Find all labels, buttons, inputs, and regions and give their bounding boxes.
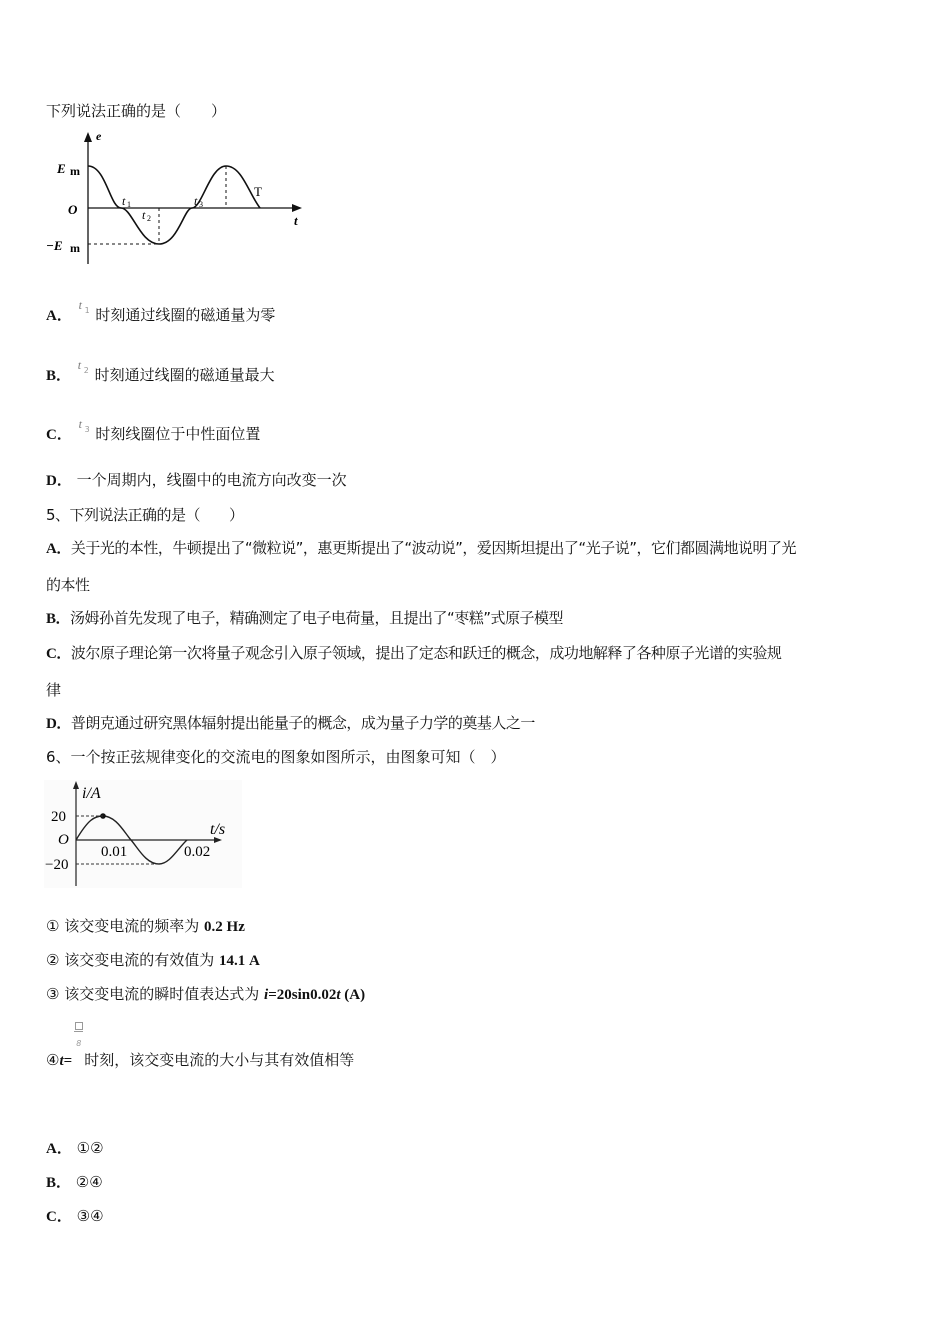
q6-option-c[interactable] [46,1206,104,1227]
fraction-formula: 8 [72,1050,84,1070]
x-tick-001: 0.01 [101,844,128,860]
q5-option-a[interactable] [46,538,796,559]
t3-sub: 3 [199,200,203,209]
q4-stem: 下列说法正确的是（ ） [46,102,227,120]
y-max-label: 20 [51,809,66,825]
origin-label: O [68,202,78,217]
option-letter: B． [46,368,72,384]
q6-option-a[interactable] [46,1138,104,1159]
x-tick-002: 0.02 [184,844,211,860]
option-letter: A． [46,308,72,324]
option-text: 波尔原子理论第一次将量子观念引入原子领域，提出了定态和跃迁的概念，成功地解释了各种原子光谱的实验规 [70,644,782,662]
q5-option-b[interactable] [46,608,563,629]
em-label: E [57,161,66,176]
q4-option-c[interactable] [46,417,261,445]
q6-stem: 6、一个按正弦规律变化的交流电的图象如图所示，由图象可知（ ） [46,748,506,766]
q4-option-a[interactable] [46,298,276,326]
t-axis-label: t/s [210,821,226,838]
q6-statement-1: ① 该交变电流的频率为 0.2 Hz [46,917,245,935]
option-text: 时刻通过线圈的磁通量为零 [95,306,276,324]
period-label: T [254,184,262,199]
t2-label: t [142,208,146,222]
option-letter: C． [46,646,71,662]
option-text: 普朗克通过研究黑体辐射提出能量子的概念，成为量子力学的奠基人之一 [70,714,535,732]
q5-option-d[interactable] [46,713,535,734]
option-text: ①② [76,1139,104,1157]
q5-stem: 5、下列说法正确的是（ ） [46,506,244,524]
q5-option-c[interactable] [46,643,781,664]
t2-sub: 2 [147,214,151,223]
neg-em-sub: m [70,241,80,255]
t3-symbol: t 3 [78,417,90,434]
option-text: ③④ [76,1207,104,1225]
q4-emf-graph [44,128,314,268]
q5-option-c-cont: 律 [46,681,61,699]
option-letter: A． [46,541,71,557]
origin-label: O [58,832,69,848]
e-axis-label: e [96,129,102,143]
i-axis-label: i/A [82,785,101,802]
t3-label: t [194,194,198,208]
t1-sub: 1 [127,200,131,209]
option-letter: D． [46,716,71,732]
option-letter: C． [46,427,72,443]
option-letter: A． [46,1141,72,1157]
option-letter: D． [46,473,72,489]
em-sub: m [70,164,80,178]
option-text: 时刻通过线圈的磁通量最大 [94,366,275,384]
q4-option-d[interactable] [46,470,347,491]
t-axis-label: t [294,213,298,228]
q4-option-b[interactable] [46,358,275,386]
y-min-label: −20 [45,857,69,873]
q6-option-b[interactable] [46,1172,103,1193]
q6-statement-4: ④t= 8 时刻，该交变电流的大小与其有效值相等 [46,1050,354,1071]
option-text: 一个周期内，线圈中的电流方向改变一次 [76,471,347,489]
q6-current-graph [44,780,242,888]
option-letter: B． [46,1175,72,1191]
option-text: ②④ [75,1173,103,1191]
option-text: 关于光的本性，牛顿提出了“微粒说”，惠更斯提出了“波动说”，爱因斯坦提出了“光子说”，它们都圆满地说明了光 [70,539,796,557]
q6-statement-2: ② 该交变电流的有效值为 14.1 A [46,951,260,969]
option-text: 时刻线圈位于中性面位置 [95,425,261,443]
q5-option-a-cont: 的本性 [46,576,90,594]
t1-label: t [122,194,126,208]
option-letter: C． [46,1209,72,1225]
t1-symbol: t 1 [78,298,90,315]
t2-symbol: t 2 [77,358,89,375]
q6-statement-3: ③ 该交变电流的瞬时值表达式为 i=20sin0.02t (A) [46,985,366,1003]
option-letter: B． [46,611,71,627]
option-text: 汤姆孙首先发现了电子，精确测定了电子电荷量，且提出了“枣糕”式原子模型 [70,609,564,627]
neg-em-label: −E [46,238,63,253]
